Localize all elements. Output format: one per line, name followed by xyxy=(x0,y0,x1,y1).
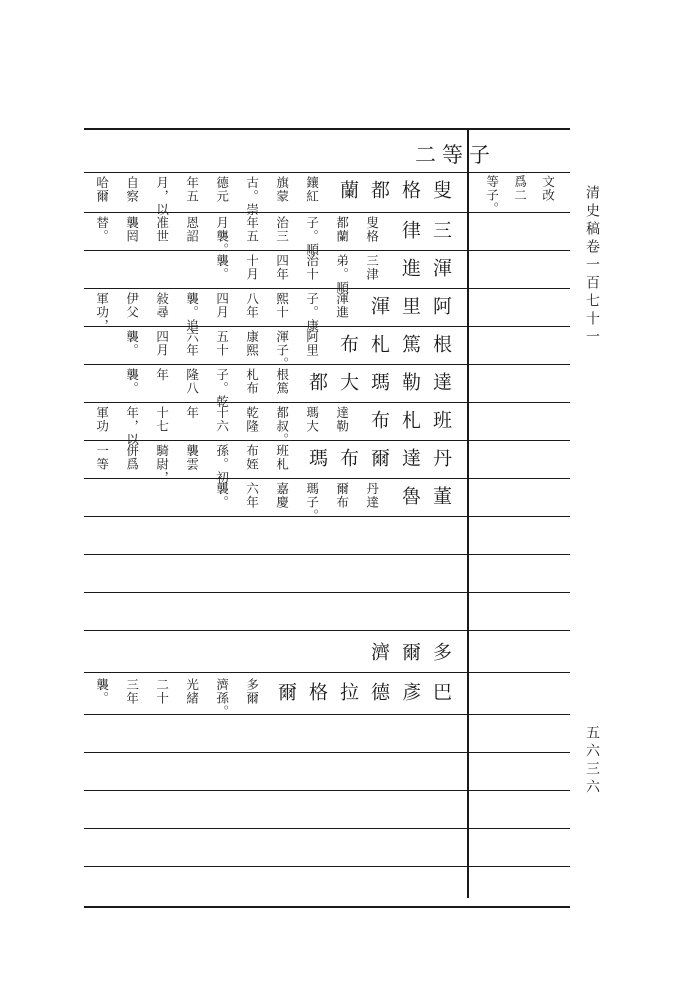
entry-big-glyph: 大 xyxy=(337,372,359,395)
entry-small-col: 十六 xyxy=(214,406,230,433)
entry-big-glyph: 達 xyxy=(399,448,421,471)
entry-small-col: 熙十 xyxy=(274,292,290,319)
row-rule xyxy=(84,172,570,173)
entry-small-col: 年 xyxy=(154,368,170,382)
entry-small-col: 襲雲 xyxy=(184,444,200,471)
entry-small-col: 治三 xyxy=(274,216,290,243)
entry-big-glyph: 都 xyxy=(306,372,328,395)
entry-small-col: 併爲 xyxy=(124,444,140,471)
entry-big-glyph: 勒 xyxy=(399,372,421,395)
entry-big-glyph: 叟 xyxy=(430,180,452,203)
entry-small-col: 三津 xyxy=(364,254,380,281)
entry-small-col: 三年 xyxy=(124,678,140,705)
entry-small-col: 濟孫。 xyxy=(214,678,230,719)
entry-big-glyph: 班 xyxy=(430,410,452,433)
entry-small-col: 子。乾 xyxy=(214,368,230,409)
row-rule xyxy=(84,516,570,517)
entry-big-glyph: 格 xyxy=(399,180,421,203)
entry-big-glyph: 巴 xyxy=(430,682,452,705)
row-rule xyxy=(84,752,570,753)
side-note-3: 等子。 xyxy=(484,175,500,216)
entry-big-glyph: 布 xyxy=(337,334,359,357)
entry-small-col: 根篤 xyxy=(274,368,290,395)
row-rule xyxy=(84,790,570,791)
entry-big-glyph: 都 xyxy=(368,180,390,203)
entry-small-col: 孫。初 xyxy=(214,444,230,485)
entry-small-col: 都叔。 xyxy=(274,406,290,447)
entry-small-col: 騎尉， xyxy=(154,444,170,485)
entry-small-col: 伊父 xyxy=(124,292,140,319)
entry-small-col: 多爾 xyxy=(244,678,260,705)
entry-small-col: 渾子。 xyxy=(274,330,290,371)
entry-small-col: 襲。 xyxy=(94,678,110,705)
entry-small-col: 子。康 xyxy=(304,292,320,333)
entry-big-glyph: 布 xyxy=(337,448,359,471)
entry-big-glyph: 丹 xyxy=(430,448,452,471)
row-rule xyxy=(84,714,570,715)
row-rule xyxy=(84,592,570,593)
entry-small-col: 叟格 xyxy=(364,216,380,243)
entry-big-glyph: 爾 xyxy=(399,642,421,665)
entry-big-glyph: 札 xyxy=(368,334,390,357)
entry-small-col: 布姪 xyxy=(244,444,260,471)
entry-big-glyph: 德 xyxy=(368,682,390,705)
row-rule xyxy=(84,866,570,867)
entry-small-col: 子。順 xyxy=(304,216,320,257)
entry-small-col: 十七 xyxy=(154,406,170,433)
entry-small-col: 弟。順 xyxy=(334,254,350,295)
entry-big-glyph: 里 xyxy=(399,296,421,319)
entry-big-glyph: 爾 xyxy=(275,682,297,705)
entry-big-glyph: 三 xyxy=(430,220,452,243)
entry-small-col: 隆八 xyxy=(184,368,200,395)
entry-small-col: 哈爾 xyxy=(94,176,110,203)
entry-small-col: 自察 xyxy=(124,176,140,203)
entry-small-col: 瑪大 xyxy=(304,406,320,433)
entry-small-col: 四年 xyxy=(274,254,290,281)
entry-small-col: 一等 xyxy=(94,444,110,471)
entry-big-glyph: 札 xyxy=(399,410,421,433)
entry-small-col: 六年 xyxy=(184,330,200,357)
entry-small-col: 丹達 xyxy=(364,482,380,509)
row-rule xyxy=(84,440,570,441)
entry-big-glyph: 魯 xyxy=(399,486,421,509)
entry-big-glyph: 彥 xyxy=(399,682,421,705)
entry-small-col: 二十 xyxy=(154,678,170,705)
row-rule xyxy=(84,326,570,327)
entry-small-col: 嘉慶 xyxy=(274,482,290,509)
entry-small-col: 渾進 xyxy=(334,292,350,319)
entry-big-glyph: 進 xyxy=(399,258,421,281)
row-rule xyxy=(84,672,570,673)
entry-big-glyph: 渾 xyxy=(368,296,390,319)
entry-small-col: 襲。 xyxy=(124,330,140,357)
entry-small-col: 古。崇 xyxy=(244,176,260,217)
entry-big-glyph: 阿 xyxy=(430,296,452,319)
entry-small-col: 襲。 xyxy=(124,368,140,395)
row-rule xyxy=(84,364,570,365)
side-note-2: 爲二 xyxy=(512,175,528,202)
entry-small-col: 敍尋 xyxy=(154,292,170,319)
entry-small-col: 瑪子。 xyxy=(304,482,320,523)
row-rule xyxy=(84,828,570,829)
bottom-rule xyxy=(84,906,570,908)
entry-big-glyph: 濟 xyxy=(368,642,390,665)
entry-small-col: 十月 xyxy=(244,254,260,281)
entry-small-col: 年五 xyxy=(244,216,260,243)
entry-big-glyph: 爾 xyxy=(368,448,390,471)
entry-small-col: 年 xyxy=(184,406,200,420)
entry-small-col: 准世 xyxy=(154,216,170,243)
entry-big-glyph: 達 xyxy=(430,372,452,395)
entry-small-col: 四月 xyxy=(154,330,170,357)
side-note-1: 文改 xyxy=(540,175,556,202)
entry-small-col: 爾布 xyxy=(334,482,350,509)
margin-divider xyxy=(467,128,469,898)
entry-small-col: 恩詔 xyxy=(184,216,200,243)
entry-small-col: 達勒 xyxy=(334,406,350,433)
entry-small-col: 襲。 xyxy=(214,254,230,281)
entry-small-col: 年五 xyxy=(184,176,200,203)
entry-big-glyph: 瑪 xyxy=(306,448,328,471)
entry-small-col: 康熙 xyxy=(244,330,260,357)
row-rule xyxy=(84,554,570,555)
entry-small-col: 札布 xyxy=(244,368,260,395)
entry-small-col: 鑲紅 xyxy=(304,176,320,203)
entry-big-glyph: 律 xyxy=(399,220,421,243)
row-rule xyxy=(84,630,570,631)
entry-small-col: 都蘭 xyxy=(334,216,350,243)
entry-small-col: 襲罔 xyxy=(124,216,140,243)
entry-small-col: 襲。 xyxy=(214,482,230,509)
entry-small-col: 阿里 xyxy=(304,330,320,357)
entry-small-col: 班札 xyxy=(274,444,290,471)
entry-big-glyph: 拉 xyxy=(337,682,359,705)
row-rule xyxy=(84,288,570,289)
entry-small-col: 襲。追 xyxy=(184,292,200,333)
entry-small-col: 德元 xyxy=(214,176,230,203)
entry-big-glyph: 布 xyxy=(368,410,390,433)
entry-small-col: 八年 xyxy=(244,292,260,319)
entry-big-glyph: 瑪 xyxy=(368,372,390,395)
entry-small-col: 軍功， xyxy=(94,292,110,333)
entry-big-glyph: 格 xyxy=(306,682,328,705)
page-number: 五六三六 xyxy=(584,725,600,797)
entry-big-glyph: 篤 xyxy=(399,334,421,357)
entry-small-col: 治十 xyxy=(304,254,320,281)
entry-small-col: 年，以 xyxy=(124,406,140,447)
entry-small-col: 月，以 xyxy=(154,176,170,217)
section-title: 二等子 xyxy=(415,143,496,167)
entry-big-glyph: 根 xyxy=(430,334,452,357)
entry-small-col: 光緒 xyxy=(184,678,200,705)
entry-small-col: 六年 xyxy=(244,482,260,509)
row-rule xyxy=(84,402,570,403)
entry-big-glyph: 董 xyxy=(430,486,452,509)
entry-small-col: 旗蒙 xyxy=(274,176,290,203)
entry-big-glyph: 渾 xyxy=(430,258,452,281)
entry-small-col: 軍功 xyxy=(94,406,110,433)
row-rule xyxy=(84,250,570,251)
entry-small-col: 替。 xyxy=(94,216,110,243)
running-title: 清史稿卷一百七十一 xyxy=(584,185,600,347)
top-rule xyxy=(84,128,570,130)
entry-small-col: 月襲。 xyxy=(214,216,230,257)
entry-big-glyph: 蘭 xyxy=(337,180,359,203)
entry-small-col: 五十 xyxy=(214,330,230,357)
entry-small-col: 乾隆 xyxy=(244,406,260,433)
entry-big-glyph: 多 xyxy=(430,642,452,665)
entry-small-col: 四月 xyxy=(214,292,230,319)
